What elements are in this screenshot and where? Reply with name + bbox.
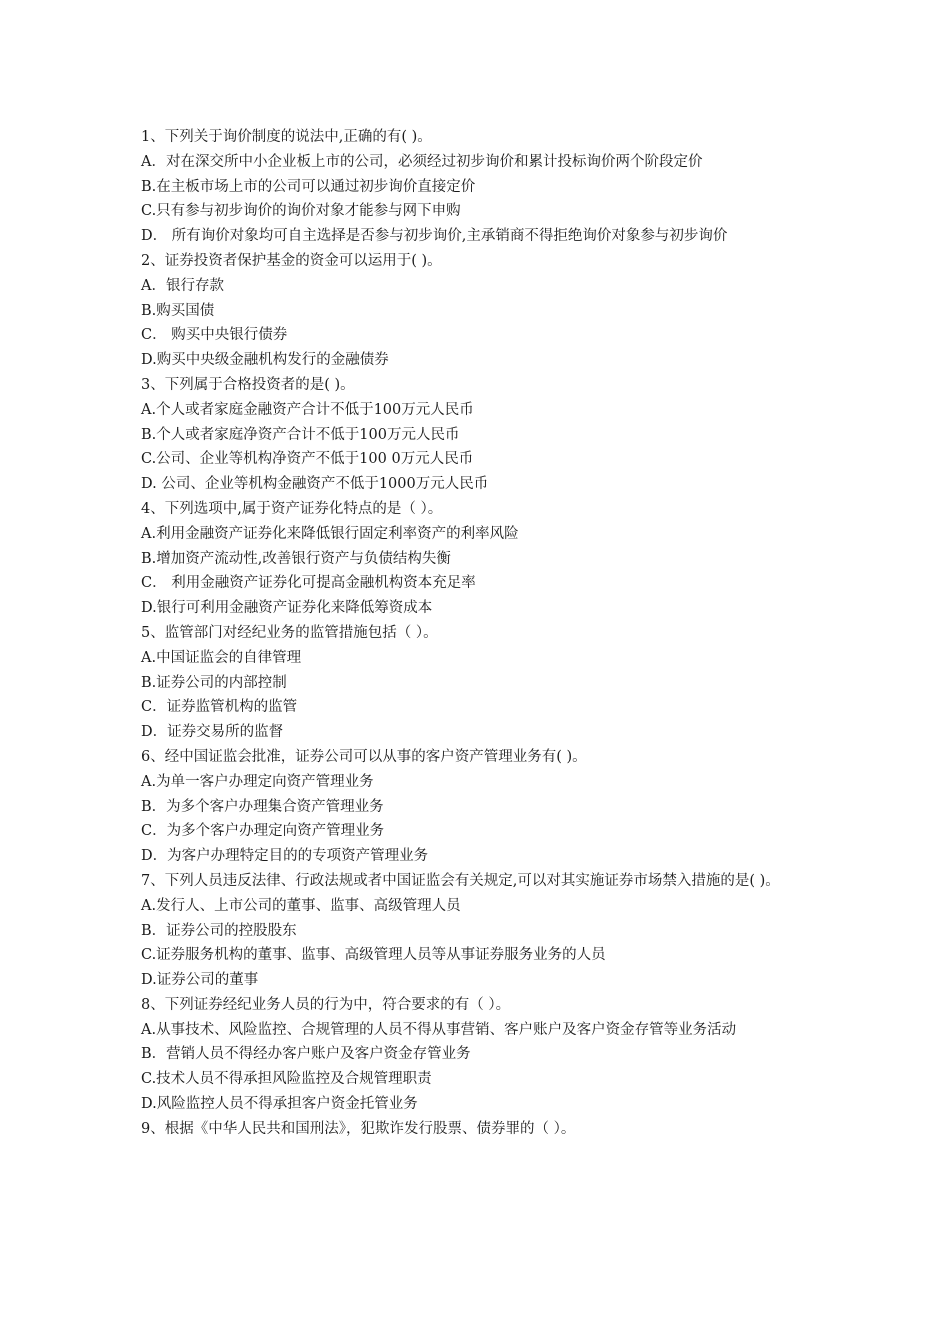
question-4-option-a: A.利用金融资产证券化来降低银行固定利率资产的利率风险: [141, 525, 519, 542]
question-5-option-c: C．证券监管机构的监管: [141, 699, 298, 716]
question-7-stem: 7、下列人员违反法律、行政法规或者中国证监会有关规定,可以对其实施证券市场禁入措施的是( )。: [141, 872, 780, 889]
question-1-option-d: D． 所有询价对象均可自主选择是否参与初步询价,主承销商不得拒绝询价对象参与初步询价: [141, 228, 728, 245]
question-7-option-c: C.证券服务机构的董事、监事、高级管理人员等从事证券服务业务的人员: [141, 947, 606, 964]
question-8-option-a: A.从事技术、风险监控、合规管理的人员不得从事营销、客户账户及客户资金存管等业务活动: [141, 1021, 737, 1038]
question-6-option-d: D．为客户办理特定目的的专项资产管理业务: [141, 848, 429, 865]
question-2-option-d: D.购买中央级金融机构发行的金融债券: [141, 352, 389, 369]
question-8-option-b: B．营销人员不得经办客户账户及客户资金存管业务: [141, 1046, 471, 1063]
question-4-stem: 4、下列选项中,属于资产证券化特点的是（ ）。: [141, 500, 443, 517]
question-5-option-a: A.中国证监会的自律管理: [141, 649, 302, 666]
question-1-stem: 1、下列关于询价制度的说法中,正确的有( )。: [141, 129, 432, 145]
question-5-stem: 5、监管部门对经纪业务的监管措施包括（ ）。: [141, 624, 438, 641]
question-5-option-b: B.证券公司的内部控制: [141, 674, 287, 691]
question-8-stem: 8、下列证券经纪业务人员的行为中，符合要求的有（ ）。: [141, 996, 511, 1013]
question-1-option-a: A．对在深交所中小企业板上市的公司，必须经过初步询价和累计投标询价两个阶段定价: [141, 153, 703, 170]
question-4-option-d: D.银行可利用金融资产证券化来降低筹资成本: [141, 600, 433, 617]
question-5-option-d: D．证券交易所的监督: [141, 724, 284, 741]
question-2-option-a: A．银行存款: [141, 277, 224, 294]
question-1-option-b: B.在主板市场上市的公司可以通过初步询价直接定价: [141, 178, 476, 195]
question-2-option-c: C． 购买中央银行债券: [141, 327, 288, 344]
question-1-option-c: C.只有参与初步询价的询价对象才能参与网下申购: [141, 203, 461, 220]
question-2-option-b: B.购买国债: [141, 302, 215, 319]
question-4-option-c: C． 利用金融资产证券化可提高金融机构资本充足率: [141, 575, 476, 592]
question-6-option-a: A.为单一客户办理定向资产管理业务: [141, 773, 374, 790]
question-6-option-c: C．为多个客户办理定向资产管理业务: [141, 823, 385, 840]
question-3-option-a: A.个人或者家庭金融资产合计不低于100万元人民币: [141, 401, 474, 418]
question-6-stem: 6、经中国证监会批准，证券公司可以从事的客户资产管理业务有( )。: [141, 748, 587, 765]
question-3-option-d: D. 公司、企业等机构金融资产不低于1000万元人民币: [141, 476, 489, 493]
question-9-stem: 9、根据《中华人民共和国刑法》，犯欺诈发行股票、债券罪的（ ）。: [141, 1120, 576, 1137]
question-7-option-d: D.证券公司的董事: [141, 972, 259, 989]
question-4-option-b: B.增加资产流动性,改善银行资产与负债结构失衡: [141, 550, 451, 567]
question-3-option-c: C.公司、企业等机构净资产不低于100 0万元人民币: [141, 451, 474, 468]
question-3-stem: 3、下列属于合格投资者的是( )。: [141, 376, 355, 393]
question-8-option-c: C.技术人员不得承担风险监控及合规管理职责: [141, 1071, 432, 1088]
question-6-option-b: B．为多个客户办理集合资产管理业务: [141, 798, 384, 815]
question-8-option-d: D.风险监控人员不得承担客户资金托管业务: [141, 1096, 418, 1113]
question-7-option-a: A.发行人、上市公司的董事、监事、高级管理人员: [141, 897, 461, 914]
question-list: [141, 125, 816, 1142]
question-2-stem: 2、证券投资者保护基金的资金可以运用于( )。: [141, 252, 442, 269]
question-3-option-b: B.个人或者家庭净资产合计不低于100万元人民币: [141, 426, 460, 443]
question-7-option-b: B．证券公司的控股股东: [141, 922, 297, 939]
